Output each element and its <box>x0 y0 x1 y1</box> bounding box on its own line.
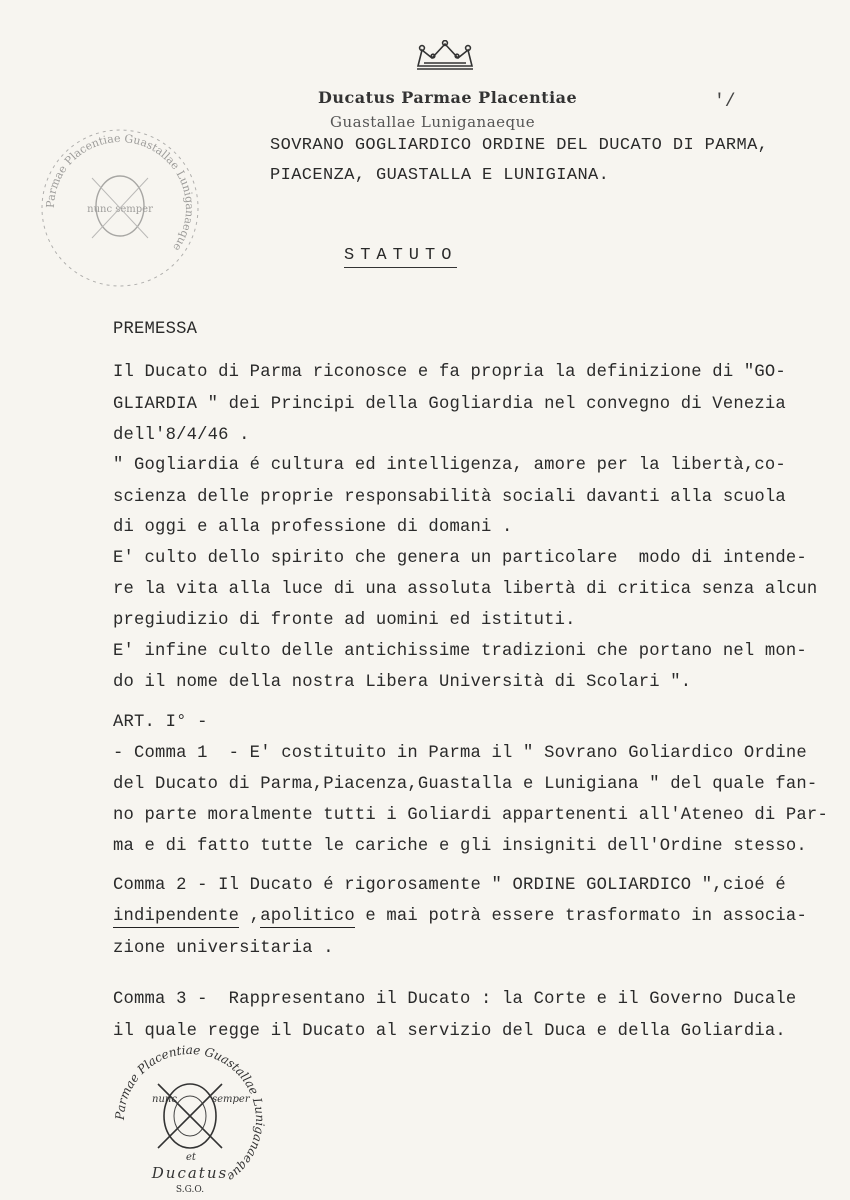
comma2-line-2 <box>113 907 807 926</box>
text-line-9: re la vita alla luce di una assoluta libertà di critica senza alcun <box>113 580 818 599</box>
text-line-15: del Ducato di Parma,Piacenza,Guastalla e Lunigiana " del quale fan- <box>113 775 818 794</box>
document-heading: STATUTO <box>344 246 457 268</box>
text-line-7: di oggi e alla professione di domani . <box>113 518 513 537</box>
text-line-11: E' infine culto delle antichissime tradizioni che portano nel mon- <box>113 642 807 661</box>
text-line-16: no parte moralmente tutti i Goliardi appartenenti all'Ateneo di Par- <box>113 806 828 825</box>
text-line-4: dell'8/4/46 . <box>113 426 250 445</box>
seal-bottom-motto-right: semper <box>212 1094 250 1105</box>
text-line-6: scienza delle proprie responsabilità sociali davanti alla scuola <box>113 488 786 507</box>
comma2-rest: e mai potrà essere trasformato in associa- <box>354 907 807 926</box>
text-line-20: zione universitaria . <box>113 939 334 958</box>
order-title-line-2: PIACENZA, GUASTALLA E LUNIGIANA. <box>270 166 610 185</box>
text-line-17: ma e di fatto tutte le cariche e gli insigniti dell'Ordine stesso. <box>113 837 807 856</box>
text-line-2: Il Ducato di Parma riconosce e fa propria la definizione di "GO- <box>113 363 786 382</box>
comma2-separator: , <box>239 907 261 926</box>
text-line-14: - Comma 1 - E' costituito in Parma il " Sovrano Goliardico Ordine <box>113 744 807 763</box>
text-line-22: il quale regge il Ducato al servizio del Duca e della Goliardia. <box>113 1022 786 1041</box>
text-line-21: Comma 3 - Rappresentano il Ducato : la Corte e il Governo Ducale <box>113 990 797 1009</box>
text-line-18: Comma 2 - Il Ducato é rigorosamente " ORDINE GOLIARDICO ",cioé é <box>113 876 786 895</box>
seal-bottom-name: Ducatus <box>151 1164 229 1182</box>
latin-header-line-2: Guastallae Luniganaeque <box>330 113 536 131</box>
seal-bottom-et: et <box>186 1152 196 1163</box>
text-line-8: E' culto dello spirito che genera un particolare modo di intende- <box>113 549 807 568</box>
latin-header-line-1: Ducatus Parmae Placentiae <box>318 88 578 107</box>
text-line-1: PREMESSA <box>113 320 198 339</box>
seal-bottom-initials: S.G.O. <box>175 1185 205 1195</box>
seal-top-stamp <box>30 118 210 298</box>
seal-top-motto: nunc semper <box>87 204 153 215</box>
text-line-12: do il nome della nostra Libera Università di Scolari ". <box>113 673 692 692</box>
text-line-3: GLIARDIA " dei Principi della Gogliardia nel convegno di Venezia <box>113 395 786 414</box>
underlined-indipendente: indipendente <box>113 907 240 926</box>
text-line-5: " Gogliardia é cultura ed intelligenza, amore per la libertà,co- <box>113 456 786 475</box>
seal-bottom-motto-left: nunc <box>152 1094 177 1105</box>
seal-top-ring-text: Parmae Placentiae Guastallae Luniganaeque <box>43 131 197 254</box>
seal-bottom-stamp <box>100 1036 280 1196</box>
text-line-10: pregiudizio di fronte ad uomini ed istituti. <box>113 611 576 630</box>
underlined-apolitico: apolitico <box>260 907 355 926</box>
seal-bottom-ring-text: Parmae Placentiae Guastallae Luniganaeque <box>112 1042 268 1185</box>
article-heading: ART. I° - <box>113 713 208 732</box>
order-title-line-1: SOVRANO GOGLIARDICO ORDINE DEL DUCATO DI PARMA, <box>270 136 769 155</box>
crown-icon <box>412 40 478 74</box>
margin-mark: '/ <box>714 92 736 112</box>
